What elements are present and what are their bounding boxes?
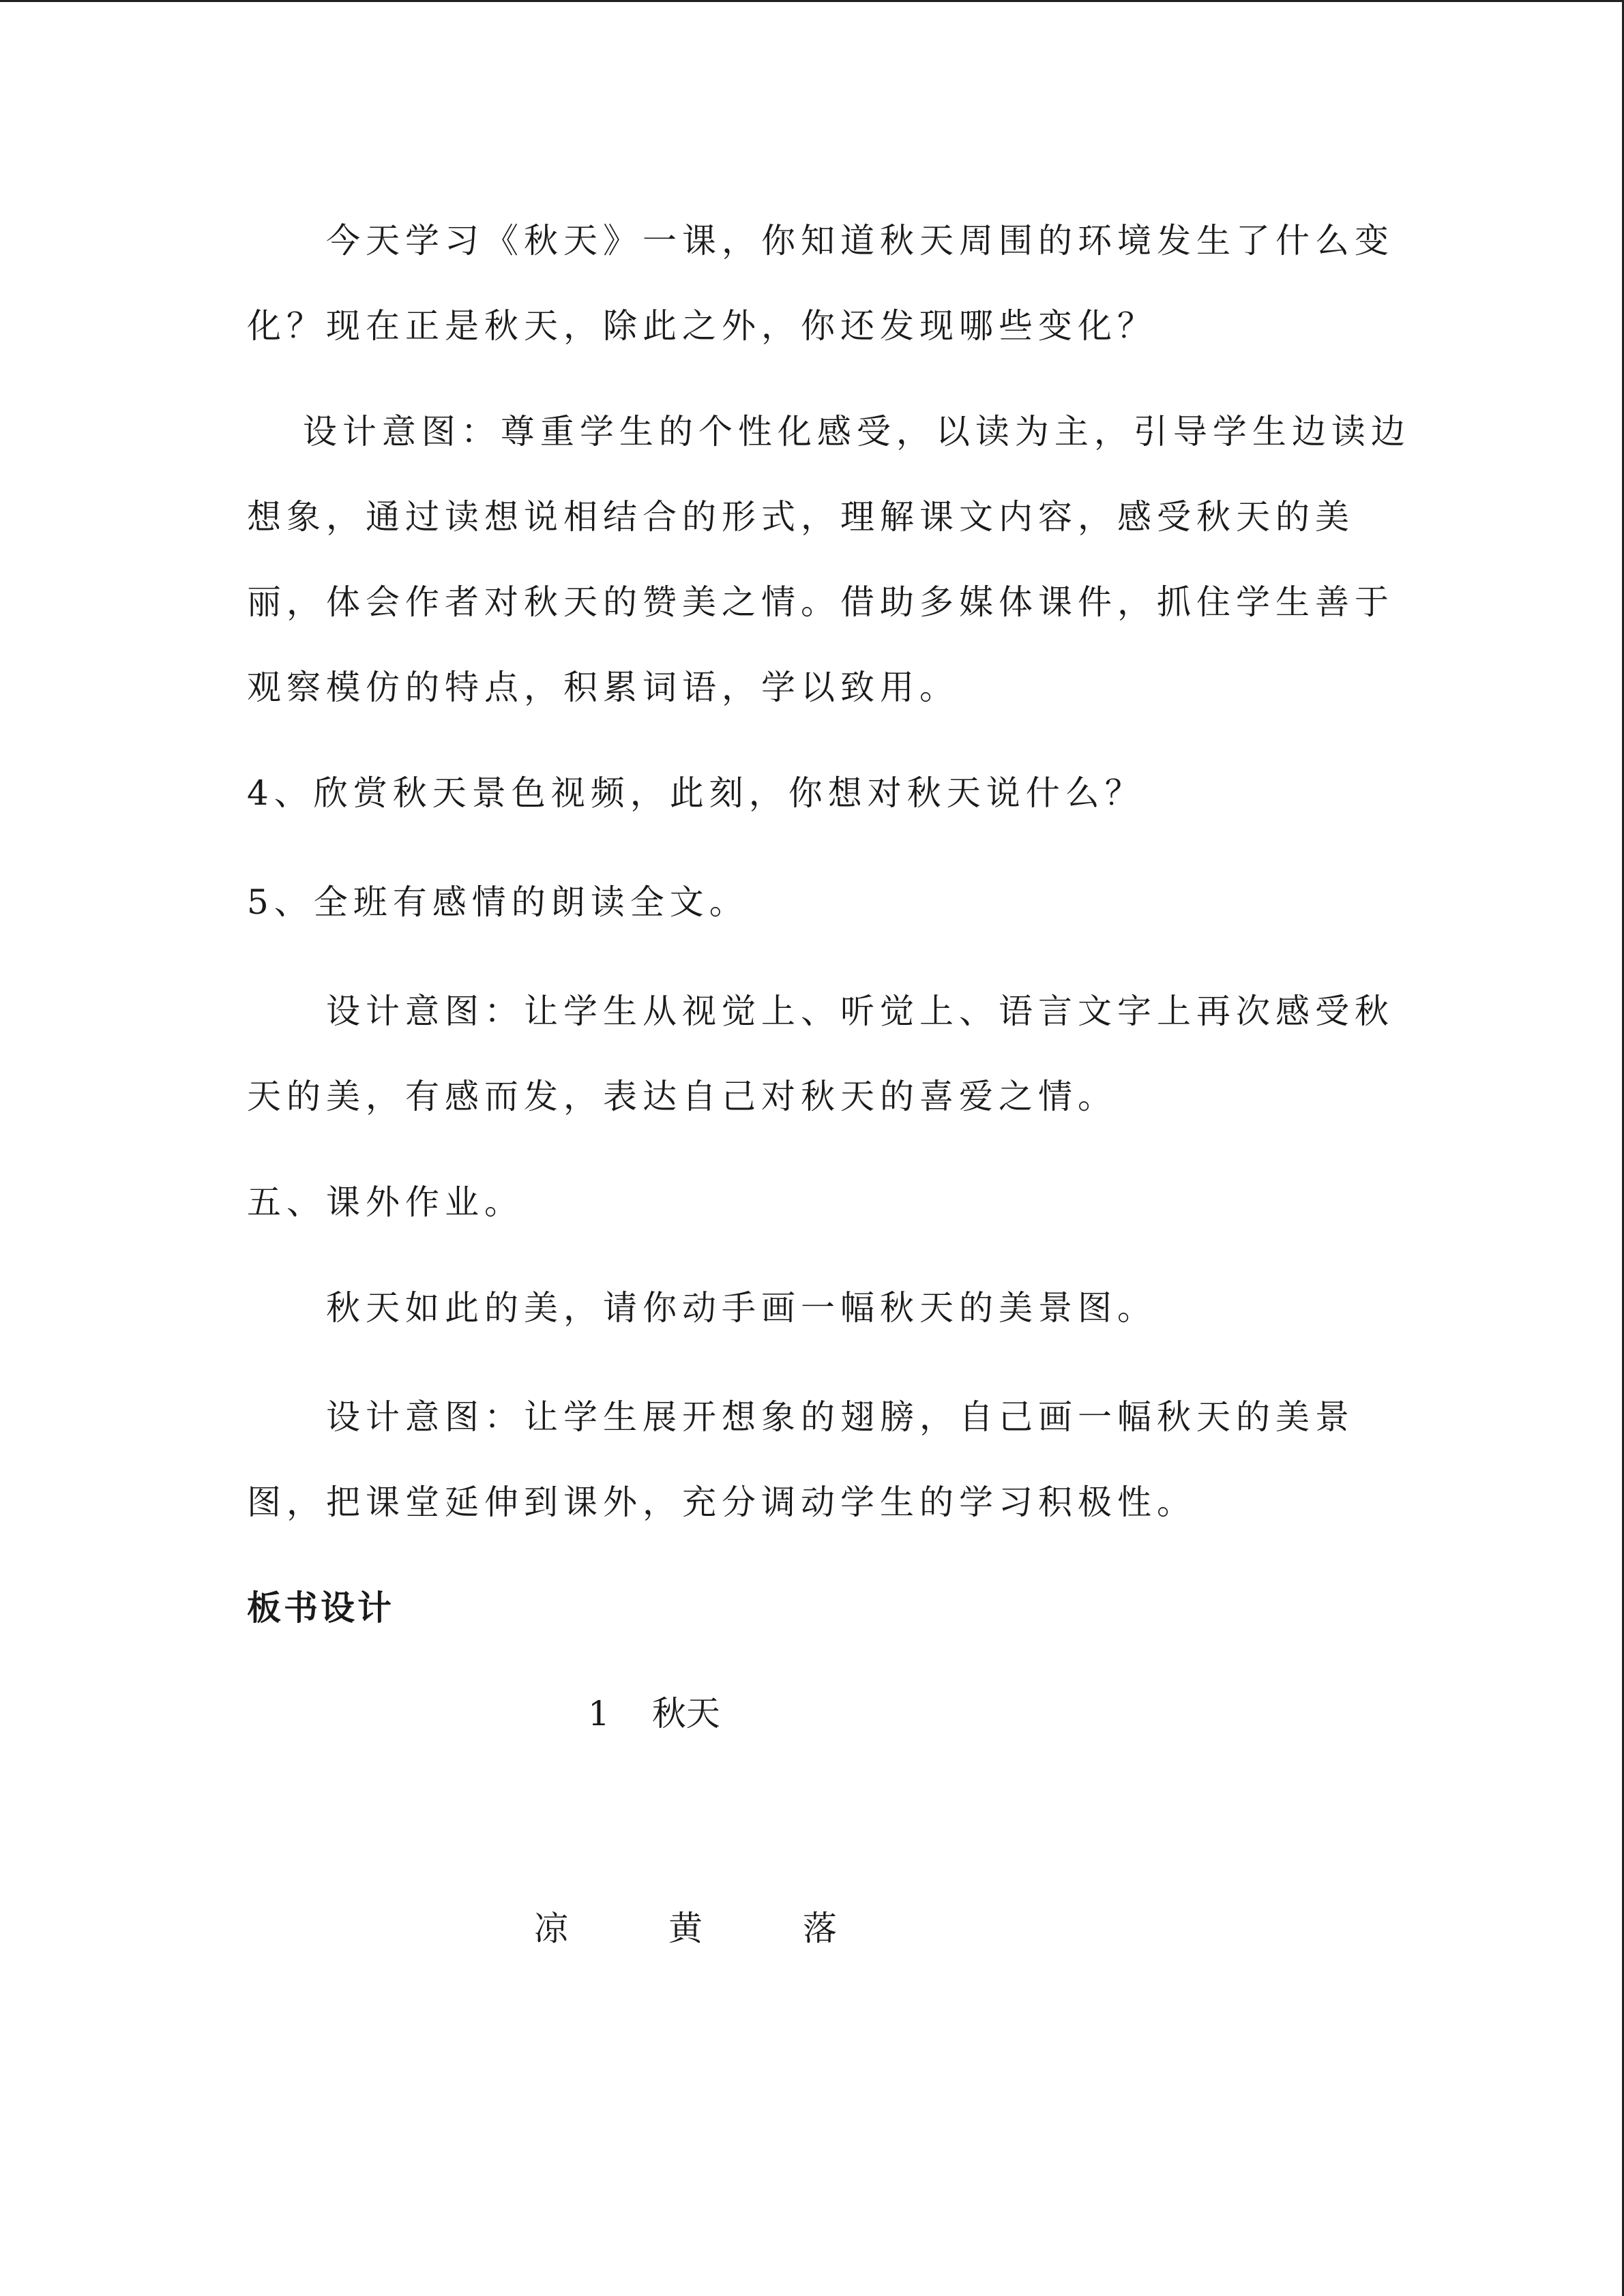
section-heading-homework: 五、课外作业。: [247, 1182, 524, 1222]
board-design-heading: 板书设计: [247, 1588, 394, 1628]
paragraph-line-13: 设计意图：让学生展开想象的翅膀，自己画一幅秋天的美景: [247, 1397, 1355, 1437]
paragraph-line-4: 想象，通过读想说相结合的形式，理解课文内容，感受秋天的美: [247, 497, 1355, 537]
list-item-4: 4、欣赏秋天景色视频，此刻，你想对秋天说什么？: [247, 773, 1145, 813]
list-item-5: 5、全班有感情的朗读全文。: [247, 882, 749, 922]
paragraph-line-9: 设计意图：让学生从视觉上、听觉上、语言文字上再次感受秋: [247, 992, 1394, 1031]
paragraph-line-3: 设计意图：尊重学生的个性化感受，以读为主，引导学生边读边: [247, 412, 1411, 451]
board-word-2: 黄: [668, 1909, 703, 1948]
board-title-text: 秋天: [651, 1694, 720, 1733]
paragraph-line-14: 图，把课堂延伸到课外，充分调动学生的学习积极性。: [247, 1482, 1196, 1522]
paragraph-line-2: 化？现在正是秋天，除此之外，你还发现哪些变化？: [247, 306, 1157, 346]
paragraph-line-10: 天的美，有感而发，表达自己对秋天的喜爱之情。: [247, 1077, 1117, 1116]
paragraph-line-6: 观察模仿的特点，积累词语，学以致用。: [247, 668, 959, 707]
paragraph-line-12: 秋天如此的美，请你动手画一幅秋天的美景图。: [247, 1288, 1157, 1328]
board-title-number: 1: [588, 1694, 610, 1733]
paragraph-line-1: 今天学习《秋天》一课，你知道秋天周围的环境发生了什么变: [247, 221, 1394, 260]
paragraph-line-5: 丽，体会作者对秋天的赞美之情。借助多媒体课件，抓住学生善于: [247, 582, 1394, 622]
board-word-3: 落: [803, 1909, 837, 1948]
board-title: [588, 1693, 720, 1734]
board-word-1: 凉: [534, 1909, 568, 1948]
